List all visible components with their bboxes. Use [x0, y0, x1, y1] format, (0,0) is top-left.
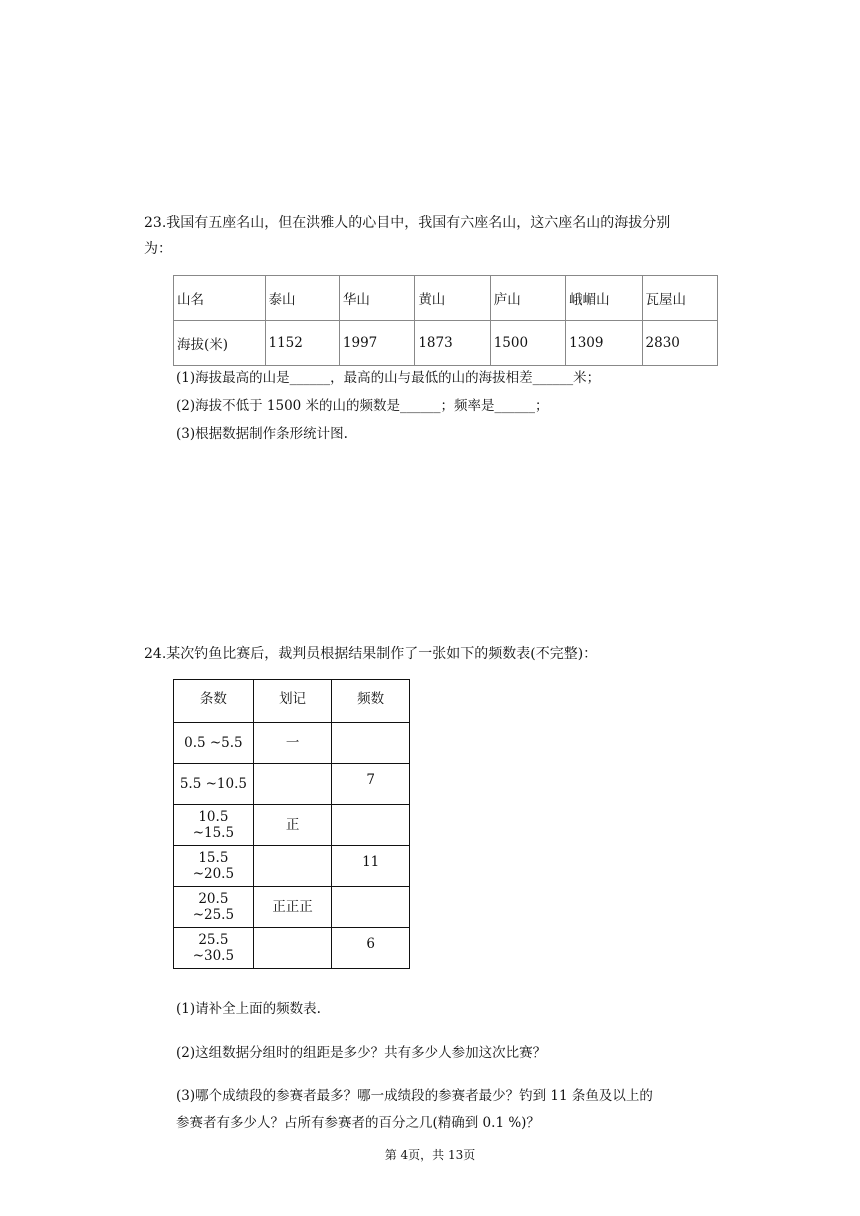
table-cell: 0.5 ~5.5	[174, 723, 254, 764]
table-row	[174, 723, 410, 764]
table-cell	[332, 805, 410, 846]
table-cell	[253, 928, 332, 969]
table-cell: 5.5 ~10.5	[174, 764, 254, 805]
table-row	[174, 887, 410, 928]
q23-subquestion-3: (3)根据数据制作条形统计图.	[176, 426, 348, 442]
table-cell: 瓦屋山	[642, 276, 717, 321]
q24-subquestion-3-line2: 参赛者有多少人？占所有参赛者的百分之几(精确到 0.1 %)？	[176, 1115, 540, 1131]
page-footer: 第 4页，共 13页	[384, 1148, 476, 1162]
table-header-cell: 条数	[174, 680, 254, 723]
table-cell: 黄山	[415, 276, 490, 321]
table-cell: 海拔(米)	[174, 321, 266, 366]
mountain-table-altitude-row	[174, 321, 718, 366]
table-cell	[332, 887, 410, 928]
table-cell: 1152	[265, 321, 339, 366]
table-cell: 山名	[174, 276, 266, 321]
table-cell: 25.5 ~30.5	[174, 928, 254, 969]
frequency-table-header-row	[174, 680, 410, 723]
table-cell: 峨嵋山	[566, 276, 642, 321]
table-header-cell: 频数	[332, 680, 410, 723]
table-cell: 6	[332, 928, 410, 969]
mountain-table-header-row	[174, 276, 718, 321]
q23-stem-line1: 23.我国有五座名山，但在洪雅人的心目中，我国有六座名山，这六座名山的海拔分别	[144, 215, 671, 231]
table-cell: 1309	[566, 321, 642, 366]
table-row	[174, 928, 410, 969]
table-cell: 庐山	[490, 276, 565, 321]
table-cell	[253, 764, 332, 805]
table-cell	[332, 723, 410, 764]
table-cell: 10.5 ~15.5	[174, 805, 254, 846]
table-row	[174, 805, 410, 846]
q24-subquestion-2: (2)这组数据分组时的组距是多少？共有多少人参加这次比赛？	[176, 1045, 547, 1061]
table-row	[174, 764, 410, 805]
table-cell: 20.5 ~25.5	[174, 887, 254, 928]
table-cell: 15.5 ~20.5	[174, 846, 254, 887]
table-cell: 正	[253, 805, 332, 846]
table-header-cell: 划记	[253, 680, 332, 723]
mountain-table	[173, 275, 718, 366]
table-cell: 2830	[642, 321, 717, 366]
table-cell: 一	[253, 723, 332, 764]
table-cell	[253, 846, 332, 887]
table-cell: 1500	[490, 321, 565, 366]
table-row	[174, 846, 410, 887]
table-cell: 1997	[339, 321, 414, 366]
table-cell: 7	[332, 764, 410, 805]
q23-subquestion-2: (2)海拔不低于 1500 米的山的频数是______；频率是______；	[176, 398, 549, 414]
table-cell: 华山	[339, 276, 414, 321]
q24-subquestion-1: (1)请补全上面的频数表.	[176, 1001, 321, 1017]
table-cell: 11	[332, 846, 410, 887]
table-cell: 正正正	[253, 887, 332, 928]
q23-subquestion-1: (1)海拔最高的山是______，最高的山与最低的山的海拔相差______米；	[176, 370, 601, 386]
q23-stem-line2: 为：	[144, 241, 172, 257]
frequency-table	[173, 679, 410, 969]
table-cell: 1873	[415, 321, 490, 366]
table-cell: 泰山	[265, 276, 339, 321]
q24-subquestion-3-line1: (3)哪个成绩段的参赛者最多？哪一成绩段的参赛者最少？钓到 11 条鱼及以上的	[176, 1088, 653, 1104]
q24-stem: 24.某次钓鱼比赛后，裁判员根据结果制作了一张如下的频数表(不完整)：	[144, 646, 598, 662]
